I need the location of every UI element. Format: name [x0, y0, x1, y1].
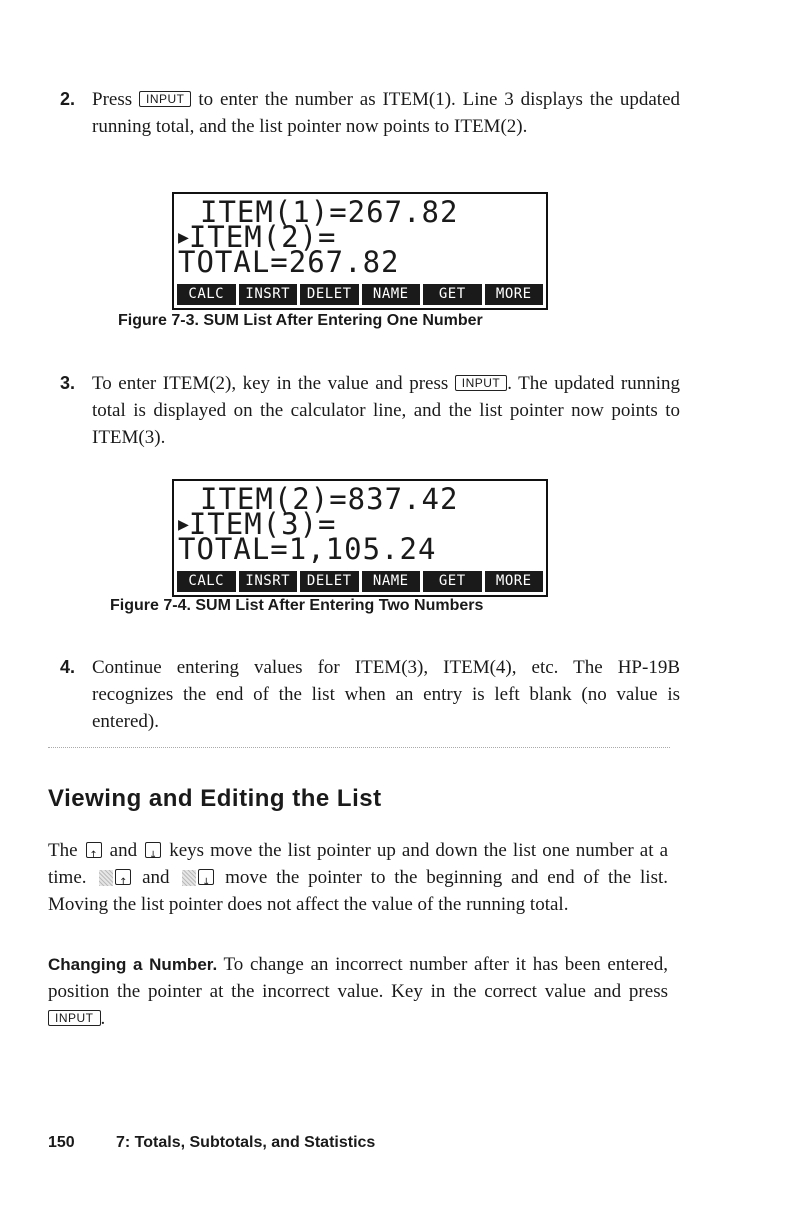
menu-item-get: GET: [423, 284, 482, 305]
calculator-display: [172, 479, 548, 597]
display-line-1: ITEM(2)=837.42: [200, 482, 459, 516]
step-2: [60, 86, 680, 140]
menu-bar: [177, 571, 543, 592]
step-number: 2.: [60, 89, 76, 109]
up-arrow-key-icon: ↑: [86, 842, 102, 858]
up-arrow-key-icon: ↑: [115, 869, 131, 885]
input-key: INPUT: [48, 1010, 101, 1026]
step-4: [60, 654, 680, 735]
display-line-3: TOTAL=1,105.24: [178, 532, 437, 566]
figure-caption: Figure 7-3. SUM List After Entering One Number: [118, 312, 483, 329]
calculator-display: [172, 192, 548, 310]
menu-item-insrt: INSRT: [239, 284, 298, 305]
shift-key-icon: [182, 870, 196, 886]
step-text: . The updated running total is displayed on the calculator line, and the list pointer now points to ITEM(3).: [92, 373, 681, 448]
step-3: [60, 370, 680, 451]
step-text: To enter ITEM(2), key in the value and press: [92, 373, 449, 394]
page-footer: [48, 1134, 375, 1152]
display-line-1: ITEM(1)=267.82: [200, 195, 459, 229]
chapter-title: 7: Totals, Subtotals, and Statistics: [116, 1134, 376, 1151]
menu-item-insrt: INSRT: [239, 571, 298, 592]
section-heading: Viewing and Editing the List: [48, 785, 382, 812]
menu-item-name: NAME: [362, 284, 421, 305]
menu-item-calc: CALC: [177, 571, 236, 592]
menu-bar: [177, 284, 543, 305]
down-arrow-key-icon: ↓: [198, 869, 214, 885]
section-divider: [48, 747, 670, 748]
menu-item-name: NAME: [362, 571, 421, 592]
menu-item-calc: CALC: [177, 284, 236, 305]
step-number: 3.: [60, 373, 76, 393]
figure-caption: Figure 7-4. SUM List After Entering Two Numbers: [110, 597, 484, 614]
input-key: INPUT: [455, 375, 508, 391]
lead-in: Changing a Number.: [48, 955, 218, 974]
step-text: Continue entering values for ITEM(3), ITEM(4), etc. The HP-19B recognizes the end of the list when an entry is left blank (no value is entered).: [92, 657, 680, 732]
page-number: 150: [48, 1134, 75, 1151]
menu-item-get: GET: [423, 571, 482, 592]
pointer-icon: ▶: [178, 227, 189, 248]
input-key: INPUT: [139, 91, 192, 107]
step-number: 4.: [60, 657, 76, 677]
menu-item-delet: DELET: [300, 571, 359, 592]
step-text: to enter the number as ITEM(1). Line 3 displays the updated running total, and the list pointer now points to ITEM(2).: [92, 89, 681, 137]
display-line-2: ITEM(3)=: [188, 507, 337, 541]
menu-item-delet: DELET: [300, 284, 359, 305]
menu-item-more: MORE: [485, 284, 544, 305]
paragraph-changing: Changing a Number. To change an incorrect number after it has been entered, position the pointer at the incorrect value. Key in the correct value and press INPUT .: [48, 954, 668, 1029]
paragraph-keys: The ↑ and ↓ keys move the list pointer up and down the list one number at a time. ↑ and ↓ move the pointer to the beginning and end of the list. Moving the list pointer does not affect the value of the running total.: [48, 840, 669, 915]
menu-item-more: MORE: [485, 571, 544, 592]
step-text: Press: [92, 89, 133, 110]
shift-key-icon: [99, 870, 113, 886]
display-line-3: TOTAL=267.82: [178, 245, 400, 279]
pointer-icon: ▶: [178, 514, 189, 535]
down-arrow-key-icon: ↓: [145, 842, 161, 858]
display-line-2: ITEM(2)=: [188, 220, 337, 254]
